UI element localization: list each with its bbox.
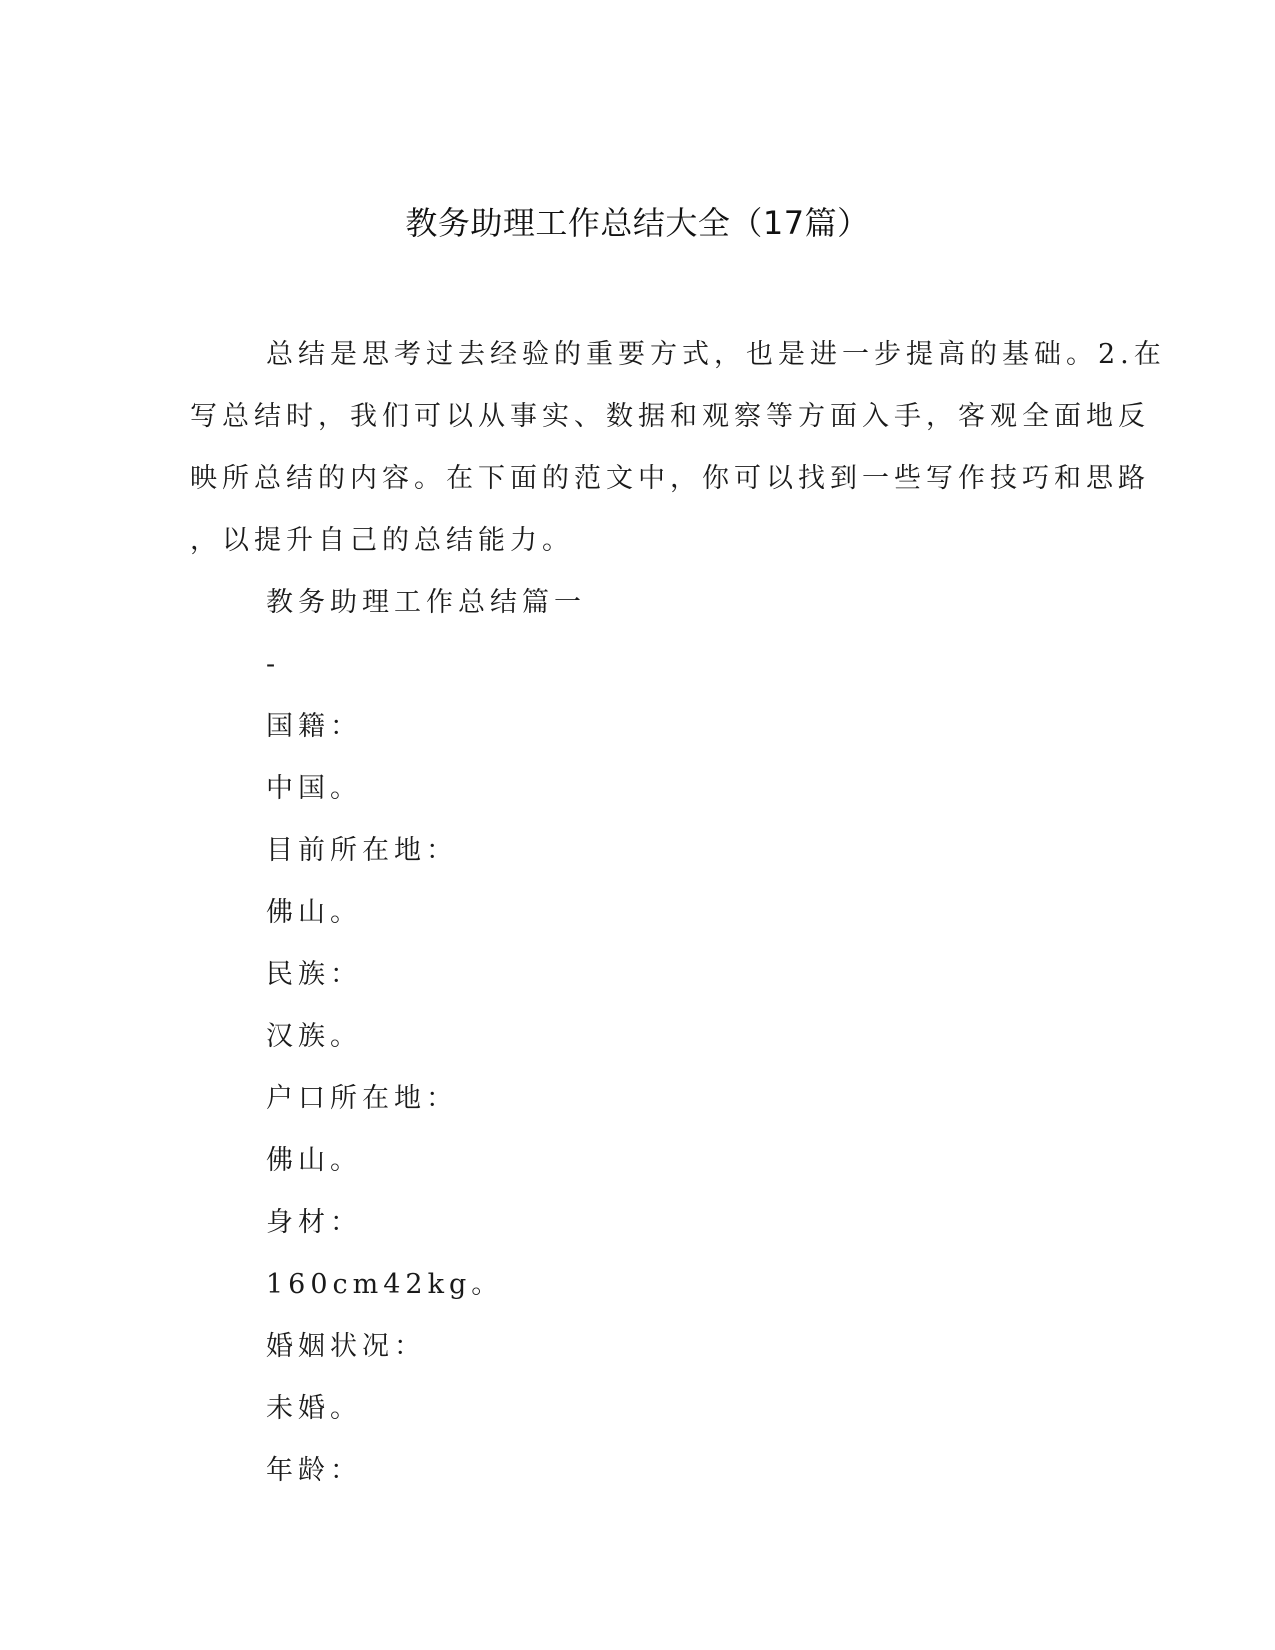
intro-line: ，以提升自己的总结能力。 <box>190 525 574 556</box>
info-item-location-label: 目前所在地： <box>266 835 458 866</box>
info-item-hukou-label: 户口所在地： <box>266 1083 458 1114</box>
intro-line: 映所总结的内容。在下面的范文中，你可以找到一些写作技巧和思路 <box>190 463 1150 494</box>
info-item-nationality-label: 国籍： <box>266 711 362 742</box>
info-item-location-value: 佛山。 <box>266 897 362 928</box>
info-item-ethnicity-label: 民族： <box>266 959 362 990</box>
info-item-figure-label: 身材： <box>266 1207 362 1238</box>
document-body <box>190 324 1166 1502</box>
info-item-nationality-value: 中国。 <box>266 773 362 804</box>
document-title: 教务助理工作总结大全（17篇） <box>405 204 870 242</box>
info-item-figure-value: 160cm42kg。 <box>266 1269 504 1300</box>
intro-line: 写总结时，我们可以从事实、数据和观察等方面入手，客观全面地反 <box>190 401 1150 432</box>
info-item-marital-label: 婚姻状况： <box>266 1331 426 1362</box>
intro-line: 总结是思考过去经验的重要方式，也是进一步提高的基础。2.在 <box>266 339 1166 370</box>
info-item-age-label: 年龄： <box>266 1455 362 1486</box>
info-item-marital-value: 未婚。 <box>266 1393 362 1424</box>
info-item-hukou-value: 佛山。 <box>266 1145 362 1176</box>
info-item-ethnicity-value: 汉族。 <box>266 1021 362 1052</box>
section-heading: 教务助理工作总结篇一 <box>266 587 586 618</box>
dash-line: - <box>266 649 281 680</box>
